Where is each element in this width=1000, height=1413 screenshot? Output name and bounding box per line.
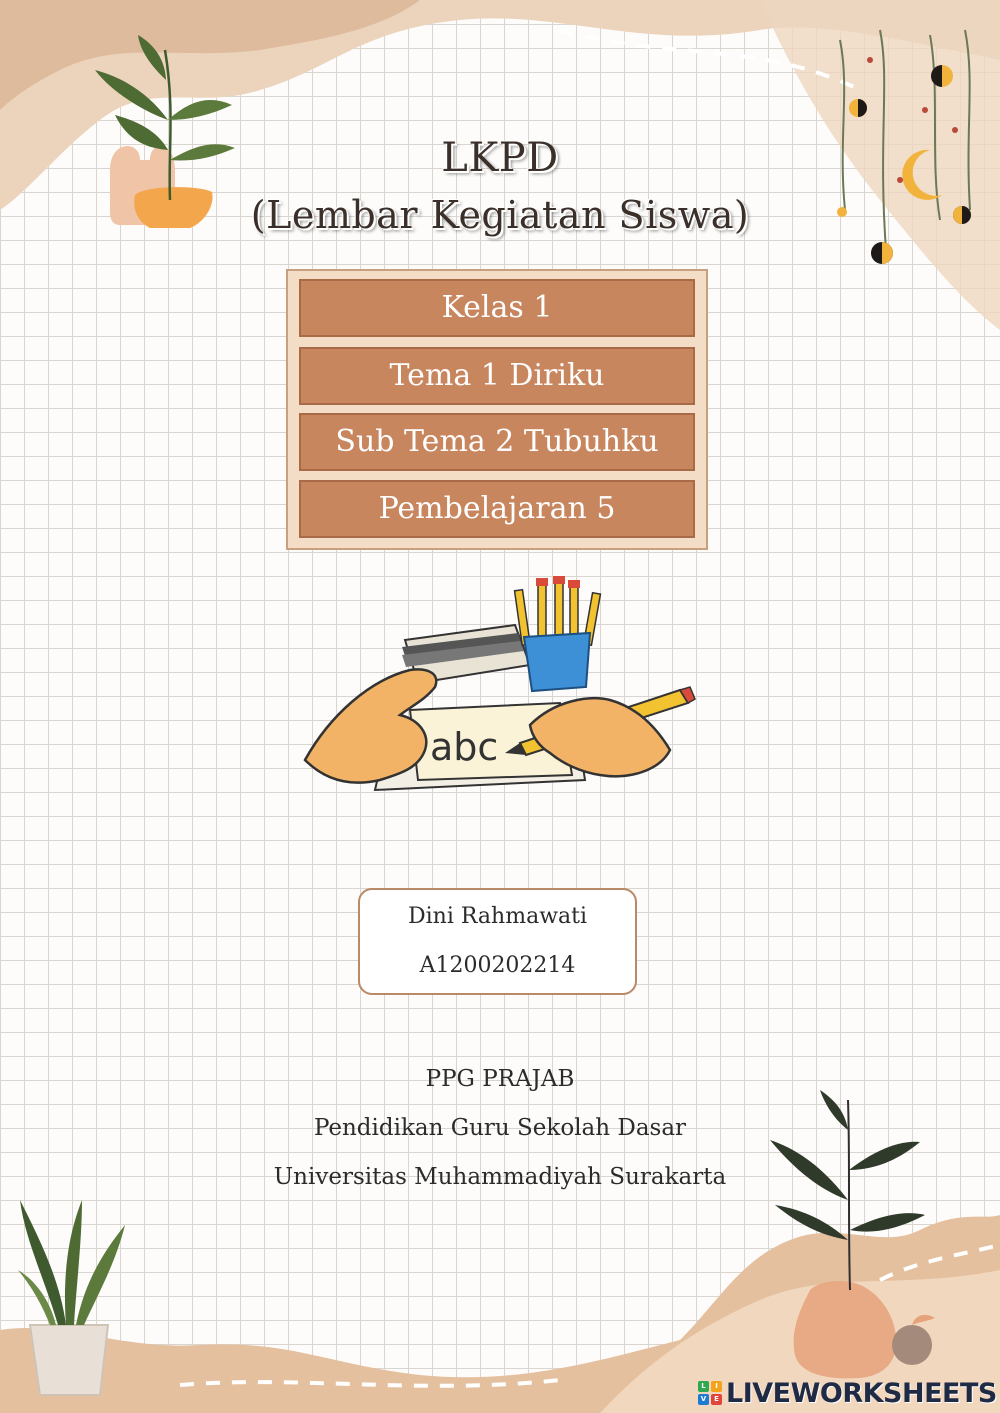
author-id: A1200202214 bbox=[419, 953, 576, 978]
page-subtitle: (Lembar Kegiatan Siswa) bbox=[250, 193, 750, 237]
info-row-pembelajaran: Pembelajaran 5 bbox=[299, 480, 695, 538]
info-row-tema: Tema 1 Diriku bbox=[299, 347, 695, 405]
department-name: Pendidikan Guru Sekolah Dasar bbox=[313, 1115, 687, 1141]
illustration-text: abc bbox=[430, 725, 499, 769]
liveworksheets-brand[interactable] bbox=[698, 1378, 997, 1408]
pencil-cup-icon bbox=[515, 576, 601, 691]
liveworksheets-text: LIVEWORKSHEETS bbox=[726, 1377, 997, 1409]
liveworksheets-logo-icon: L I V E bbox=[698, 1381, 722, 1405]
info-row-subtema: Sub Tema 2 Tubuhku bbox=[299, 413, 695, 471]
program-name: PPG PRAJAB bbox=[425, 1066, 575, 1092]
page-title: LKPD bbox=[441, 135, 559, 181]
info-row-kelas: Kelas 1 bbox=[299, 279, 695, 337]
university-name: Universitas Muhammadiyah Surakarta bbox=[273, 1164, 727, 1190]
info-panel bbox=[286, 269, 708, 550]
author-name: Dini Rahmawati bbox=[407, 904, 588, 929]
hands-writing-icon bbox=[300, 575, 700, 815]
author-card bbox=[358, 888, 637, 995]
